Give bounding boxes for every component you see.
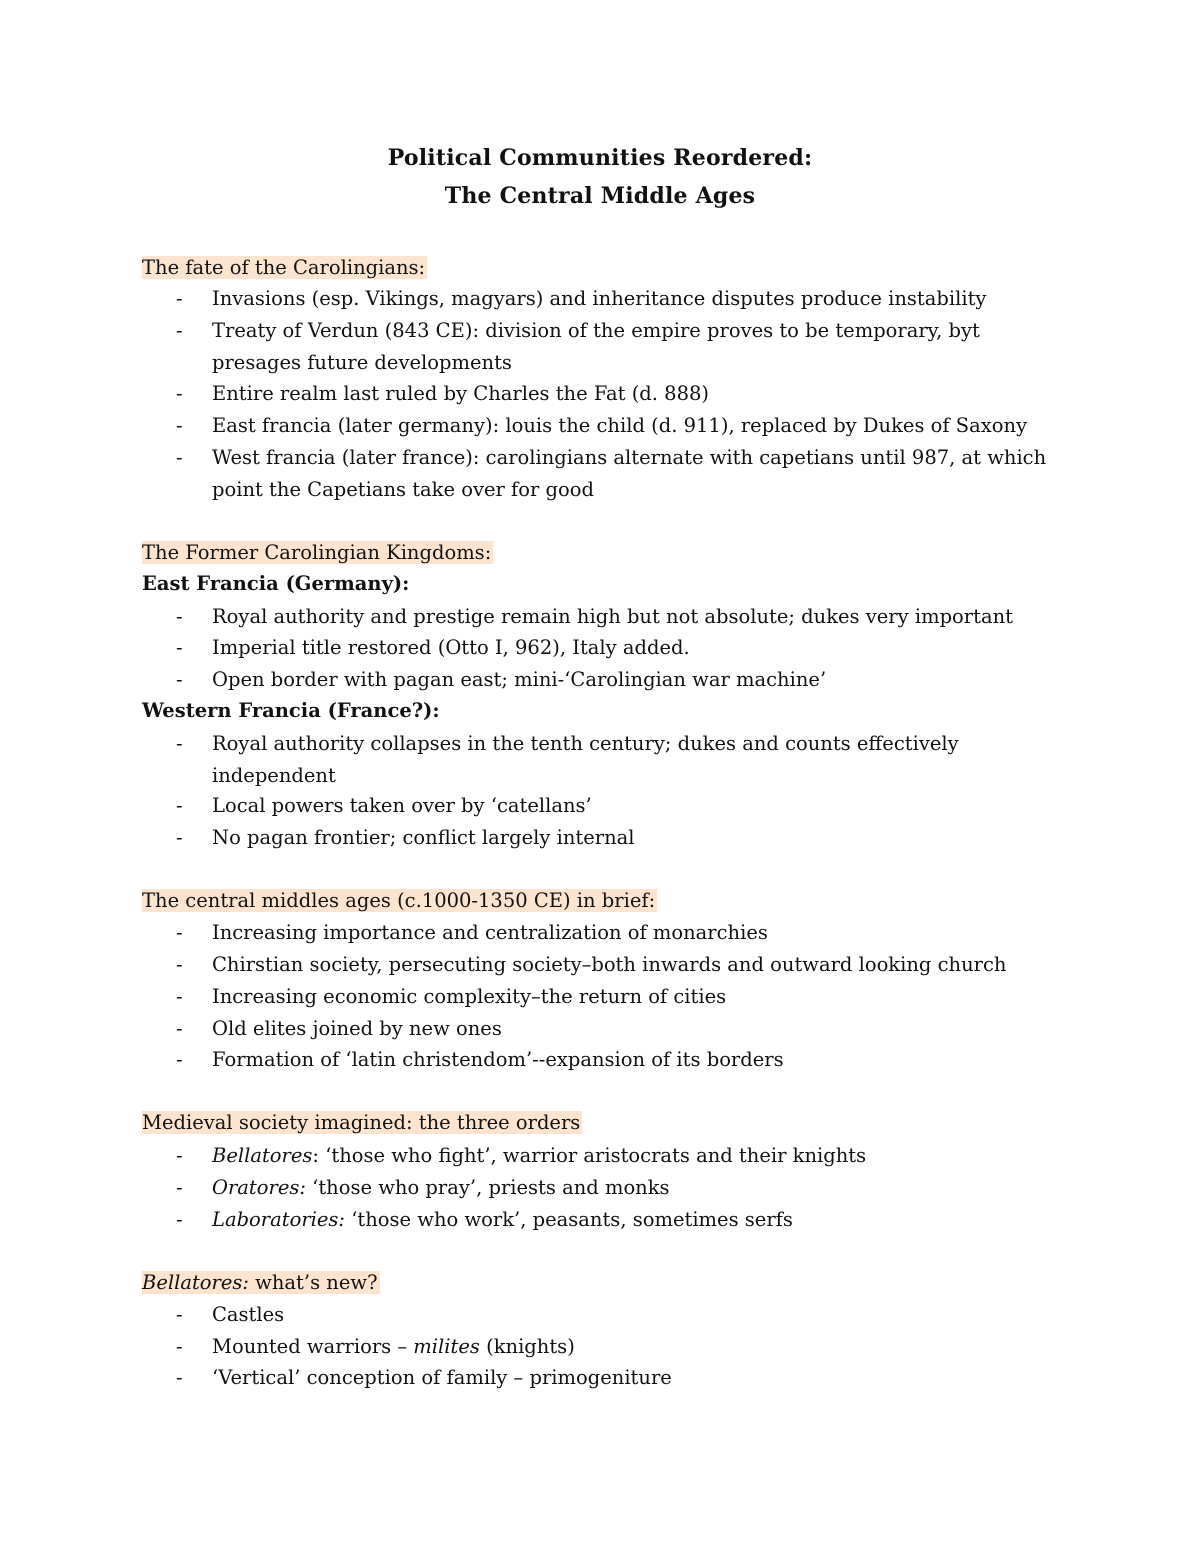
subheading-western-francia: Western Francia (France?):: [142, 699, 440, 722]
list-item: - ‘Vertical’ conception of family – primogeniture: [176, 1366, 672, 1389]
list-item: - Increasing economic complexity–the return of cities: [176, 985, 727, 1008]
list-item: - Laboratories: ‘those who work’, peasants, sometimes serfs: [176, 1208, 793, 1231]
section-heading-orders: Medieval society imagined: the three orders: [142, 1111, 581, 1134]
section-heading-central: The central middles ages (c.1000-1350 CE) in brief:: [142, 889, 656, 912]
list-item: - Chirstian society, persecuting society–both inwards and outward looking church: [176, 953, 1007, 976]
section-heading-former: The Former Carolingian Kingdoms:: [142, 541, 492, 564]
page-title: Political Communities Reordered:: [387, 145, 813, 171]
subheading-east-francia: East Francia (Germany):: [142, 572, 410, 595]
list-item: - Old elites joined by new ones: [176, 1017, 502, 1040]
list-item: - Local powers taken over by ‘catellans’: [176, 794, 592, 817]
list-item: - Open border with pagan east; mini-‘Carolingian war machine’: [176, 668, 827, 691]
list-item: - Royal authority and prestige remain high but not absolute; dukes very important: [176, 605, 1013, 628]
list-item: - No pagan frontier; conflict largely internal: [176, 826, 635, 849]
list-item: - Invasions (esp. Vikings, magyars) and inheritance disputes produce instability: [176, 287, 987, 310]
list-item: - West francia (later france): carolingians alternate with capetians until 987, at which point the Capetians take over for good: [176, 446, 1047, 501]
page-subtitle: The Central Middle Ages: [444, 183, 756, 209]
list-item: - Entire realm last ruled by Charles the Fat (d. 888): [176, 382, 710, 405]
list-item: - Mounted warriors – milites (knights): [176, 1335, 575, 1358]
list-item: - East francia (later germany): louis the child (d. 911), replaced by Dukes of Saxony: [176, 414, 1028, 437]
list-item: - Increasing importance and centralization of monarchies: [176, 921, 768, 944]
list-item: - Treaty of Verdun (843 CE): division of the empire proves to be temporary, byt presages future developments: [176, 319, 980, 374]
list-item: - Bellatores: ‘those who fight’, warrior aristocrats and their knights: [176, 1144, 867, 1167]
list-item: - Castles: [176, 1303, 285, 1326]
list-item: - Royal authority collapses in the tenth century; dukes and counts effectively independent: [176, 732, 959, 787]
list-item: - Imperial title restored (Otto I, 962), Italy added.: [176, 636, 690, 659]
section-heading-fate: The fate of the Carolingians:: [142, 256, 426, 279]
list-item: - Oratores: ‘those who pray’, priests and monks: [176, 1176, 670, 1199]
section-heading-bellatores: Bellatores: what’s new?: [142, 1271, 378, 1294]
list-item: - Formation of ‘latin christendom’--expansion of its borders: [176, 1048, 784, 1071]
